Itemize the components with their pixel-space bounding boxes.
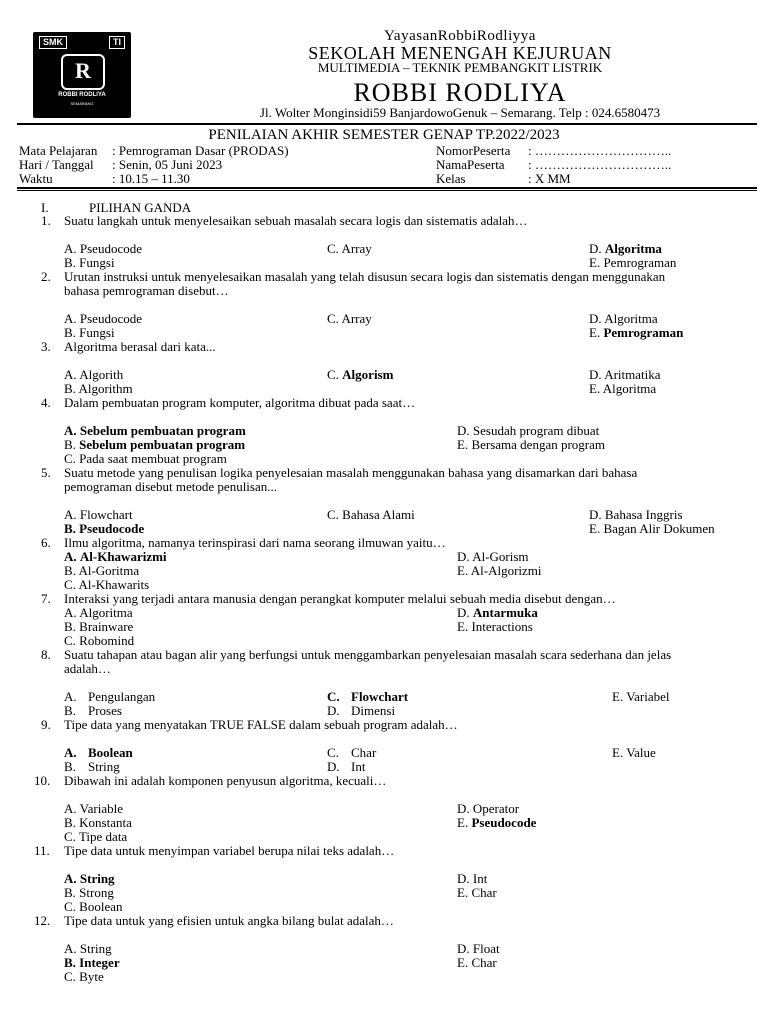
option-text: Aritmatika (604, 367, 661, 382)
question-number: 3. (41, 339, 51, 354)
option-text: Sesudah program dibuat (472, 423, 600, 438)
question-text: Dibawah ini adalah komponen penyusun algoritma, kecuali… (64, 773, 387, 788)
option-letter: E. (457, 955, 469, 970)
question-number: 1. (41, 213, 51, 228)
section-number: I. (41, 200, 49, 215)
answer-option[interactable] (64, 970, 104, 984)
question-number: 11. (34, 843, 50, 858)
question-number: 6. (41, 535, 51, 550)
option-text: Pseudocode (471, 815, 537, 830)
question-text: Suatu metode yang penulisan logika penyelesaian masalah menggunakan bahasa yang disamarkan dari bahasa (64, 465, 638, 480)
option-text: Variable (79, 801, 123, 816)
option-letter: A. (64, 507, 77, 522)
option-letter: B. (64, 759, 76, 774)
answer-option[interactable] (612, 690, 670, 704)
answer-option[interactable] (64, 578, 149, 592)
option-text: Pemrograman (603, 325, 684, 340)
info-label: Waktu (19, 171, 53, 186)
answer-option[interactable] (64, 760, 120, 774)
answer-option[interactable] (64, 256, 115, 270)
option-text: Integer (79, 955, 120, 970)
answer-option[interactable] (64, 690, 155, 704)
option-letter: E. (457, 563, 469, 578)
answer-option[interactable] (327, 312, 372, 326)
answer-option[interactable] (589, 326, 683, 340)
option-text: Tipe data (78, 829, 128, 844)
option-letter: C. (64, 451, 76, 466)
option-text: Boolean (88, 745, 133, 760)
option-text: Dimensi (351, 703, 396, 718)
option-letter: E. (589, 255, 601, 270)
option-letter: E. (612, 689, 624, 704)
info-value: : ………………………….. (528, 157, 672, 172)
school-logo (33, 32, 131, 118)
option-text: Fungsi (79, 325, 115, 340)
option-letter: A. (64, 605, 77, 620)
info-label: Hari / Tanggal (19, 157, 94, 172)
answer-option[interactable] (64, 872, 115, 886)
question-number: 9. (41, 717, 51, 732)
question-number: 4. (41, 395, 51, 410)
option-text: Algoritma (604, 241, 662, 256)
header-divider (17, 123, 757, 125)
info-label: Kelas (436, 171, 466, 186)
answer-option[interactable] (64, 242, 142, 256)
answer-option[interactable] (64, 900, 123, 914)
option-text: Brainware (79, 619, 134, 634)
answer-option[interactable] (64, 564, 139, 578)
question-text: Urutan instruksi untuk menyelesaikan masalah yang telah disusun secara logis dan sistematis dengan menggunakan (64, 269, 666, 284)
answer-option[interactable] (327, 746, 376, 760)
answer-option[interactable] (327, 704, 395, 718)
answer-option[interactable] (64, 704, 122, 718)
question-number: 8. (41, 647, 51, 662)
answer-option[interactable] (64, 368, 123, 382)
logo-city: SEMARANG (70, 101, 94, 106)
answer-option[interactable] (457, 872, 487, 886)
answer-option[interactable] (327, 690, 408, 704)
answer-option[interactable] (64, 746, 133, 760)
option-letter: D. (327, 759, 340, 774)
option-text: Al-Khawarizmi (79, 549, 167, 564)
answer-option[interactable] (64, 438, 245, 452)
option-letter: A. (64, 801, 77, 816)
option-text: Int (472, 871, 488, 886)
option-letter: D. (327, 703, 340, 718)
option-letter: D. (589, 241, 602, 256)
logo-smk-label: SMK (39, 36, 67, 49)
option-letter: B. (64, 885, 76, 900)
option-text: Algorism (342, 367, 394, 382)
option-letter: D. (589, 507, 602, 522)
option-letter: E. (457, 437, 469, 452)
option-text: Pengulangan (88, 689, 156, 704)
answer-option[interactable] (457, 816, 536, 830)
school-address: Jl. Wolter Monginsidi59 BanjardowoGenuk – Semarang. Telp : 024.6580473 (259, 105, 661, 120)
option-text: Sebelum pembuatan program (79, 423, 246, 438)
option-letter: B. (64, 381, 76, 396)
option-text: Bersama dengan program (471, 437, 606, 452)
answer-option[interactable] (457, 942, 500, 956)
info-value: : 10.15 – 11.30 (112, 171, 190, 186)
info-label: NamaPeserta (436, 157, 505, 172)
option-letter: E. (589, 381, 601, 396)
option-text: Byte (79, 969, 104, 984)
option-text: Bahasa Alami (342, 507, 415, 522)
option-letter: C. (327, 241, 339, 256)
option-text: Algoritma (604, 311, 658, 326)
info-divider-bottom (17, 190, 757, 191)
option-letter: B. (64, 955, 76, 970)
option-letter: E. (457, 885, 469, 900)
option-letter: A. (64, 745, 77, 760)
info-value: : X MM (528, 171, 571, 186)
answer-option[interactable] (457, 956, 497, 970)
question-number: 5. (41, 465, 51, 480)
option-text: Al-Gorism (472, 549, 529, 564)
exam-title: PENILAIAN AKHIR SEMESTER GENAP TP.2022/2023 (208, 127, 560, 143)
answer-option[interactable] (457, 550, 529, 564)
answer-option[interactable] (64, 620, 133, 634)
option-letter: A. (64, 871, 77, 886)
option-text: Char (471, 955, 497, 970)
option-letter: D. (457, 605, 470, 620)
info-value: : ………………………….. (528, 143, 672, 158)
option-text: Algoritma (602, 381, 657, 396)
option-text: Algorithm (78, 381, 133, 396)
option-text: Variabel (626, 689, 670, 704)
option-letter: A. (64, 549, 77, 564)
option-text: Antarmuka (472, 605, 538, 620)
answer-option[interactable] (64, 606, 133, 620)
option-text: Pada saat membuat program (79, 451, 227, 466)
school-programs: MULTIMEDIA – TEKNIK PEMBANGKIT LISTRIK (317, 60, 603, 75)
option-letter: C. (327, 745, 339, 760)
answer-option[interactable] (64, 312, 142, 326)
option-text: Pemrograman (603, 255, 677, 270)
answer-option[interactable] (589, 368, 661, 382)
answer-option[interactable] (327, 508, 415, 522)
option-letter: C. (327, 507, 339, 522)
option-letter: A. (64, 311, 77, 326)
option-text: Strong (79, 885, 114, 900)
answer-option[interactable] (64, 522, 144, 536)
school-type: SEKOLAH MENENGAH KEJURUAN (308, 43, 612, 63)
question-number: 10. (34, 773, 51, 788)
question-number: 12. (34, 913, 51, 928)
answer-option[interactable] (327, 242, 372, 256)
answer-option[interactable] (64, 452, 227, 466)
question-text: Interaksi yang terjadi antara manusia dengan perangkat komputer melalui sebuah media disebut dengan… (64, 591, 616, 606)
answer-option[interactable] (457, 564, 542, 578)
question-text: pemograman disebut metode penulisan... (64, 479, 278, 494)
option-text: Operator (472, 801, 520, 816)
question-text: Tipe data untuk yang efisien untuk angka bilang bulat adalah… (64, 913, 394, 928)
option-text: Boolean (79, 899, 123, 914)
option-letter: A. (64, 689, 77, 704)
question-text: Tipe data untuk menyimpan variabel berupa nilai teks adalah… (64, 843, 395, 858)
logo-emblem: R (61, 54, 105, 90)
option-letter: E. (612, 745, 624, 760)
option-letter: B. (64, 255, 76, 270)
answer-option[interactable] (457, 886, 497, 900)
option-letter: B. (64, 437, 76, 452)
option-text: String (79, 871, 115, 886)
answer-option[interactable] (457, 802, 519, 816)
question-text: adalah… (64, 661, 111, 676)
option-letter: B. (64, 815, 76, 830)
option-text: Pseudocode (79, 521, 145, 536)
option-letter: B. (64, 325, 76, 340)
option-letter: D. (457, 871, 470, 886)
answer-option[interactable] (64, 382, 133, 396)
answer-option[interactable] (457, 424, 599, 438)
option-letter: E. (457, 619, 469, 634)
question-text: Ilmu algoritma, namanya terinspirasi dari nama seorang ilmuwan yaitu… (64, 535, 446, 550)
option-text: Pseudocode (79, 311, 142, 326)
foundation-name: YayasanRobbiRodliyya (384, 28, 536, 44)
school-name: ROBBI RODLIYA (353, 78, 567, 107)
option-text: Al-Algorizmi (470, 563, 542, 578)
question-text: Suatu langkah untuk menyelesaikan sebuah masalah secara logis dan sistematis adalah… (64, 213, 528, 228)
answer-option[interactable] (64, 634, 134, 648)
question-text: Suatu tahapan atau bagan alir yang berfungsi untuk menggambarkan penyelesaian masalah scara sederhana dan jelas (64, 647, 672, 662)
option-text: Algorith (79, 367, 124, 382)
option-letter: D. (457, 941, 470, 956)
answer-option[interactable] (64, 508, 133, 522)
option-letter: E. (457, 815, 469, 830)
info-value: : Pemrograman Dasar (PRODAS) (112, 143, 289, 158)
answer-option[interactable] (612, 746, 656, 760)
info-label: NomorPeserta (436, 143, 511, 158)
answer-option[interactable] (589, 242, 662, 256)
option-text: Proses (88, 703, 122, 718)
option-letter: A. (64, 941, 77, 956)
option-letter: E. (589, 325, 601, 340)
question-number: 7. (41, 591, 51, 606)
answer-option[interactable] (64, 816, 132, 830)
logo-school-name: ROBBI RODLIYA (58, 92, 106, 98)
option-text: Value (626, 745, 656, 760)
question-text: Algoritma berasal dari kata... (64, 339, 216, 354)
info-divider-top (17, 187, 757, 189)
option-text: Fungsi (79, 255, 115, 270)
option-letter: C. (64, 577, 76, 592)
answer-option[interactable] (327, 760, 365, 774)
option-letter: D. (457, 549, 470, 564)
answer-option[interactable] (589, 522, 715, 536)
option-letter: C. (327, 367, 339, 382)
option-text: Char (351, 745, 377, 760)
option-text: Bahasa Inggris (604, 507, 683, 522)
option-letter: C. (327, 689, 340, 704)
answer-option[interactable] (64, 550, 167, 564)
option-letter: C. (64, 969, 76, 984)
option-text: Al-Goritma (78, 563, 140, 578)
answer-option[interactable] (457, 620, 533, 634)
answer-option[interactable] (589, 312, 658, 326)
option-text: Sebelum pembuatan program (79, 437, 246, 452)
option-letter: D. (457, 423, 470, 438)
answer-option[interactable] (589, 382, 656, 396)
answer-option[interactable] (457, 438, 605, 452)
answer-option[interactable] (64, 326, 115, 340)
logo-ti-label: TI (109, 36, 125, 49)
option-letter: A. (64, 367, 77, 382)
option-letter: B. (64, 563, 76, 578)
answer-option[interactable] (64, 830, 127, 844)
option-text: Pseudocode (79, 241, 142, 256)
option-letter: D. (589, 367, 602, 382)
option-text: Int (351, 759, 366, 774)
section-title: PILIHAN GANDA (89, 200, 192, 215)
option-text: Array (341, 311, 372, 326)
answer-option[interactable] (64, 886, 114, 900)
option-letter: A. (64, 241, 77, 256)
answer-option[interactable] (327, 368, 393, 382)
info-label: Mata Pelajaran (19, 143, 98, 158)
answer-option[interactable] (589, 508, 683, 522)
question-text: Tipe data yang menyatakan TRUE FALSE dalam sebuah program adalah… (64, 717, 458, 732)
option-letter: B. (64, 619, 76, 634)
option-text: Float (472, 941, 500, 956)
option-text: Array (341, 241, 372, 256)
option-letter: B. (64, 703, 76, 718)
answer-option[interactable] (64, 424, 246, 438)
option-letter: D. (457, 801, 470, 816)
option-letter: E. (589, 521, 601, 536)
option-text: Flowchart (351, 689, 409, 704)
question-text: Dalam pembuatan program komputer, algoritma dibuat pada saat… (64, 395, 416, 410)
option-letter: D. (589, 311, 602, 326)
option-letter: C. (64, 829, 76, 844)
option-text: Interactions (471, 619, 533, 634)
option-text: String (79, 941, 112, 956)
option-text: Konstanta (79, 815, 132, 830)
option-text: Al-Khawarits (78, 577, 150, 592)
question-number: 2. (41, 269, 51, 284)
question-text: bahasa pemrograman disebut… (64, 283, 229, 298)
answer-option[interactable] (64, 942, 112, 956)
option-letter: B. (64, 521, 76, 536)
option-letter: A. (64, 423, 77, 438)
option-letter: C. (327, 311, 339, 326)
answer-option[interactable] (64, 802, 123, 816)
option-text: Robomind (79, 633, 135, 648)
option-text: Flowchart (79, 507, 133, 522)
option-text: String (88, 759, 120, 774)
option-text: Char (471, 885, 497, 900)
option-text: Bagan Alir Dokumen (603, 521, 715, 536)
option-text: Algoritma (79, 605, 133, 620)
option-letter: C. (64, 899, 76, 914)
answer-option[interactable] (457, 606, 538, 620)
option-letter: C. (64, 633, 76, 648)
info-value: : Senin, 05 Juni 2023 (112, 157, 223, 172)
answer-option[interactable] (64, 956, 120, 970)
answer-option[interactable] (589, 256, 676, 270)
